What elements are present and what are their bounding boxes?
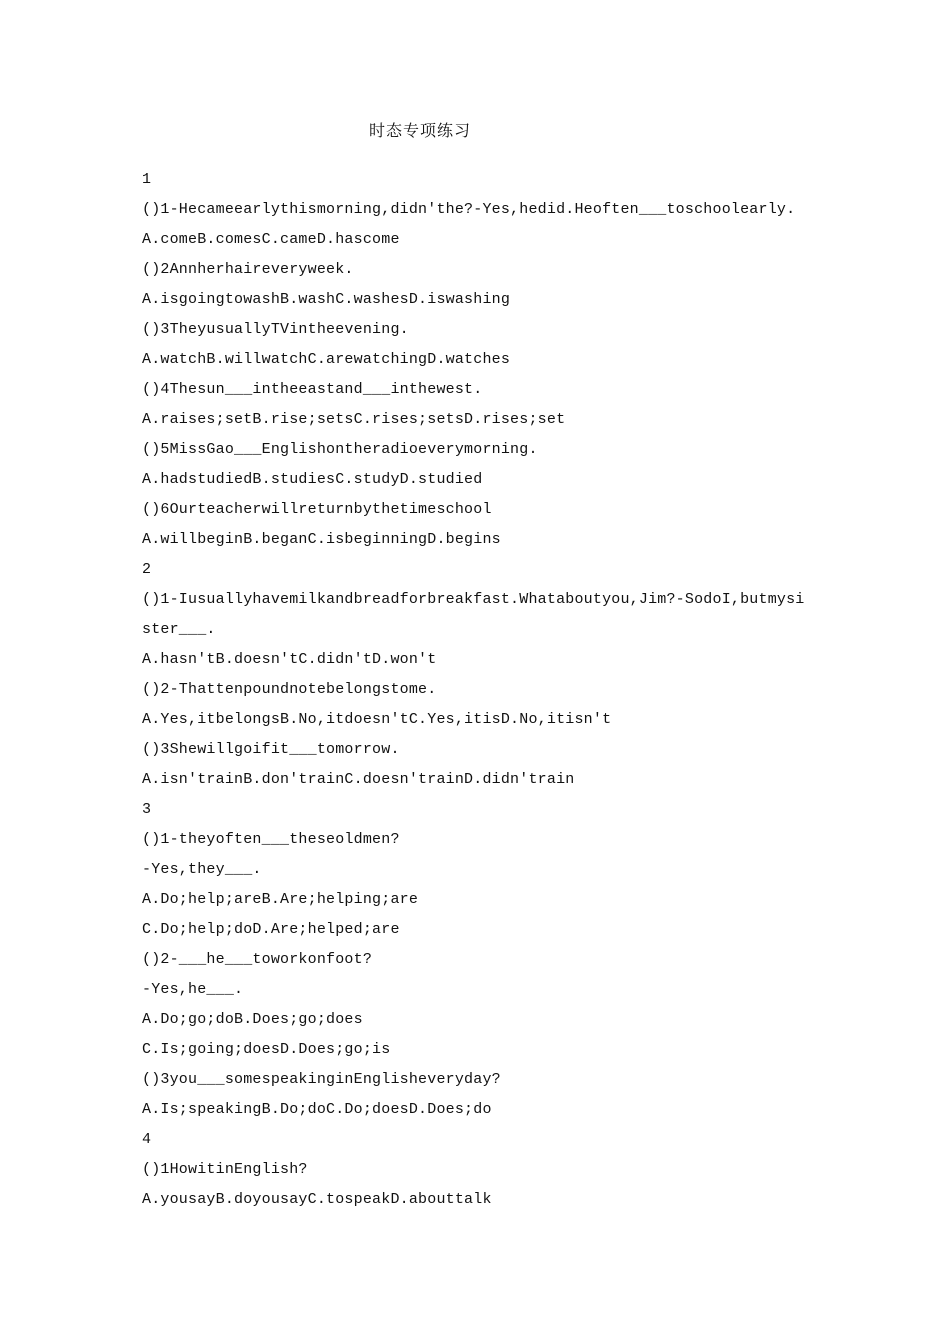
options-line: A.isgoingtowashB.washC.washesD.iswashing — [142, 291, 511, 308]
question-line: ()2-Thattenpoundnotebelongstome. — [142, 681, 437, 698]
exercise-content — [142, 165, 812, 1215]
section-number: 2 — [142, 561, 152, 578]
section-number: 4 — [142, 1131, 152, 1148]
question-line: ()5MissGao___Englishontheradioeverymorning. — [142, 441, 538, 458]
options-line: A.Yes,itbelongsB.No,itdoesn'tC.Yes,itisD.No,itisn't — [142, 711, 612, 728]
question-line: ()2Annherhaireveryweek. — [142, 261, 354, 278]
options-line: A.Do;go;doB.Does;go;does — [142, 1011, 363, 1028]
page-title: 时态专项练习 — [368, 121, 471, 140]
options-line: A.isn'trainB.don'trainC.doesn'trainD.didn'train — [142, 771, 575, 788]
question-line: ()4Thesun___intheeastand___inthewest. — [142, 381, 483, 398]
answer-line: -Yes,they___. — [142, 861, 262, 878]
options-line: A.Do;help;areB.Are;helping;are — [142, 891, 419, 908]
question-line: ()6Ourteacherwillreturnbythetimeschool — [142, 501, 492, 518]
options-line: A.hasn'tB.doesn'tC.didn'tD.won't — [142, 651, 437, 668]
options-line: A.willbeginB.beganC.isbeginningD.begins — [142, 531, 501, 548]
question-line: ()1-Hecameearlythismorning,didn'the?-Yes,hedid.Heoften___toschoolearly. — [142, 201, 796, 218]
options-line: C.Is;going;doesD.Does;go;is — [142, 1041, 391, 1058]
question-line: ()2-___he___toworkonfoot? — [142, 951, 373, 968]
options-line: A.comeB.comesC.cameD.hascome — [142, 231, 400, 248]
options-line: C.Do;help;doD.Are;helped;are — [142, 921, 400, 938]
question-line: ()3you___somespeakinginEnglisheveryday? — [142, 1071, 501, 1088]
options-line: A.yousayB.doyousayC.tospeakD.abouttalk — [142, 1191, 492, 1208]
options-line: A.Is;speakingB.Do;doC.Do;doesD.Does;do — [142, 1101, 492, 1118]
question-line: ()1-theyoften___theseoldmen? — [142, 831, 400, 848]
answer-line: -Yes,he___. — [142, 981, 244, 998]
section-number: 1 — [142, 171, 152, 188]
options-line: A.watchB.willwatchC.arewatchingD.watches — [142, 351, 511, 368]
question-line: ()3Shewillgoifit___tomorrow. — [142, 741, 400, 758]
question-line: ()3TheyusuallyTVintheevening. — [142, 321, 409, 338]
question-line: ()1HowitinEnglish? — [142, 1161, 308, 1178]
options-line: A.hadstudiedB.studiesC.studyD.studied — [142, 471, 483, 488]
section-number: 3 — [142, 801, 152, 818]
question-line: ()1-Iusuallyhavemilkandbreadforbreakfast.Whataboutyou,Jim?-SodoI,butmysister___. — [142, 591, 805, 638]
options-line: A.raises;setB.rise;setsC.rises;setsD.rises;set — [142, 411, 566, 428]
